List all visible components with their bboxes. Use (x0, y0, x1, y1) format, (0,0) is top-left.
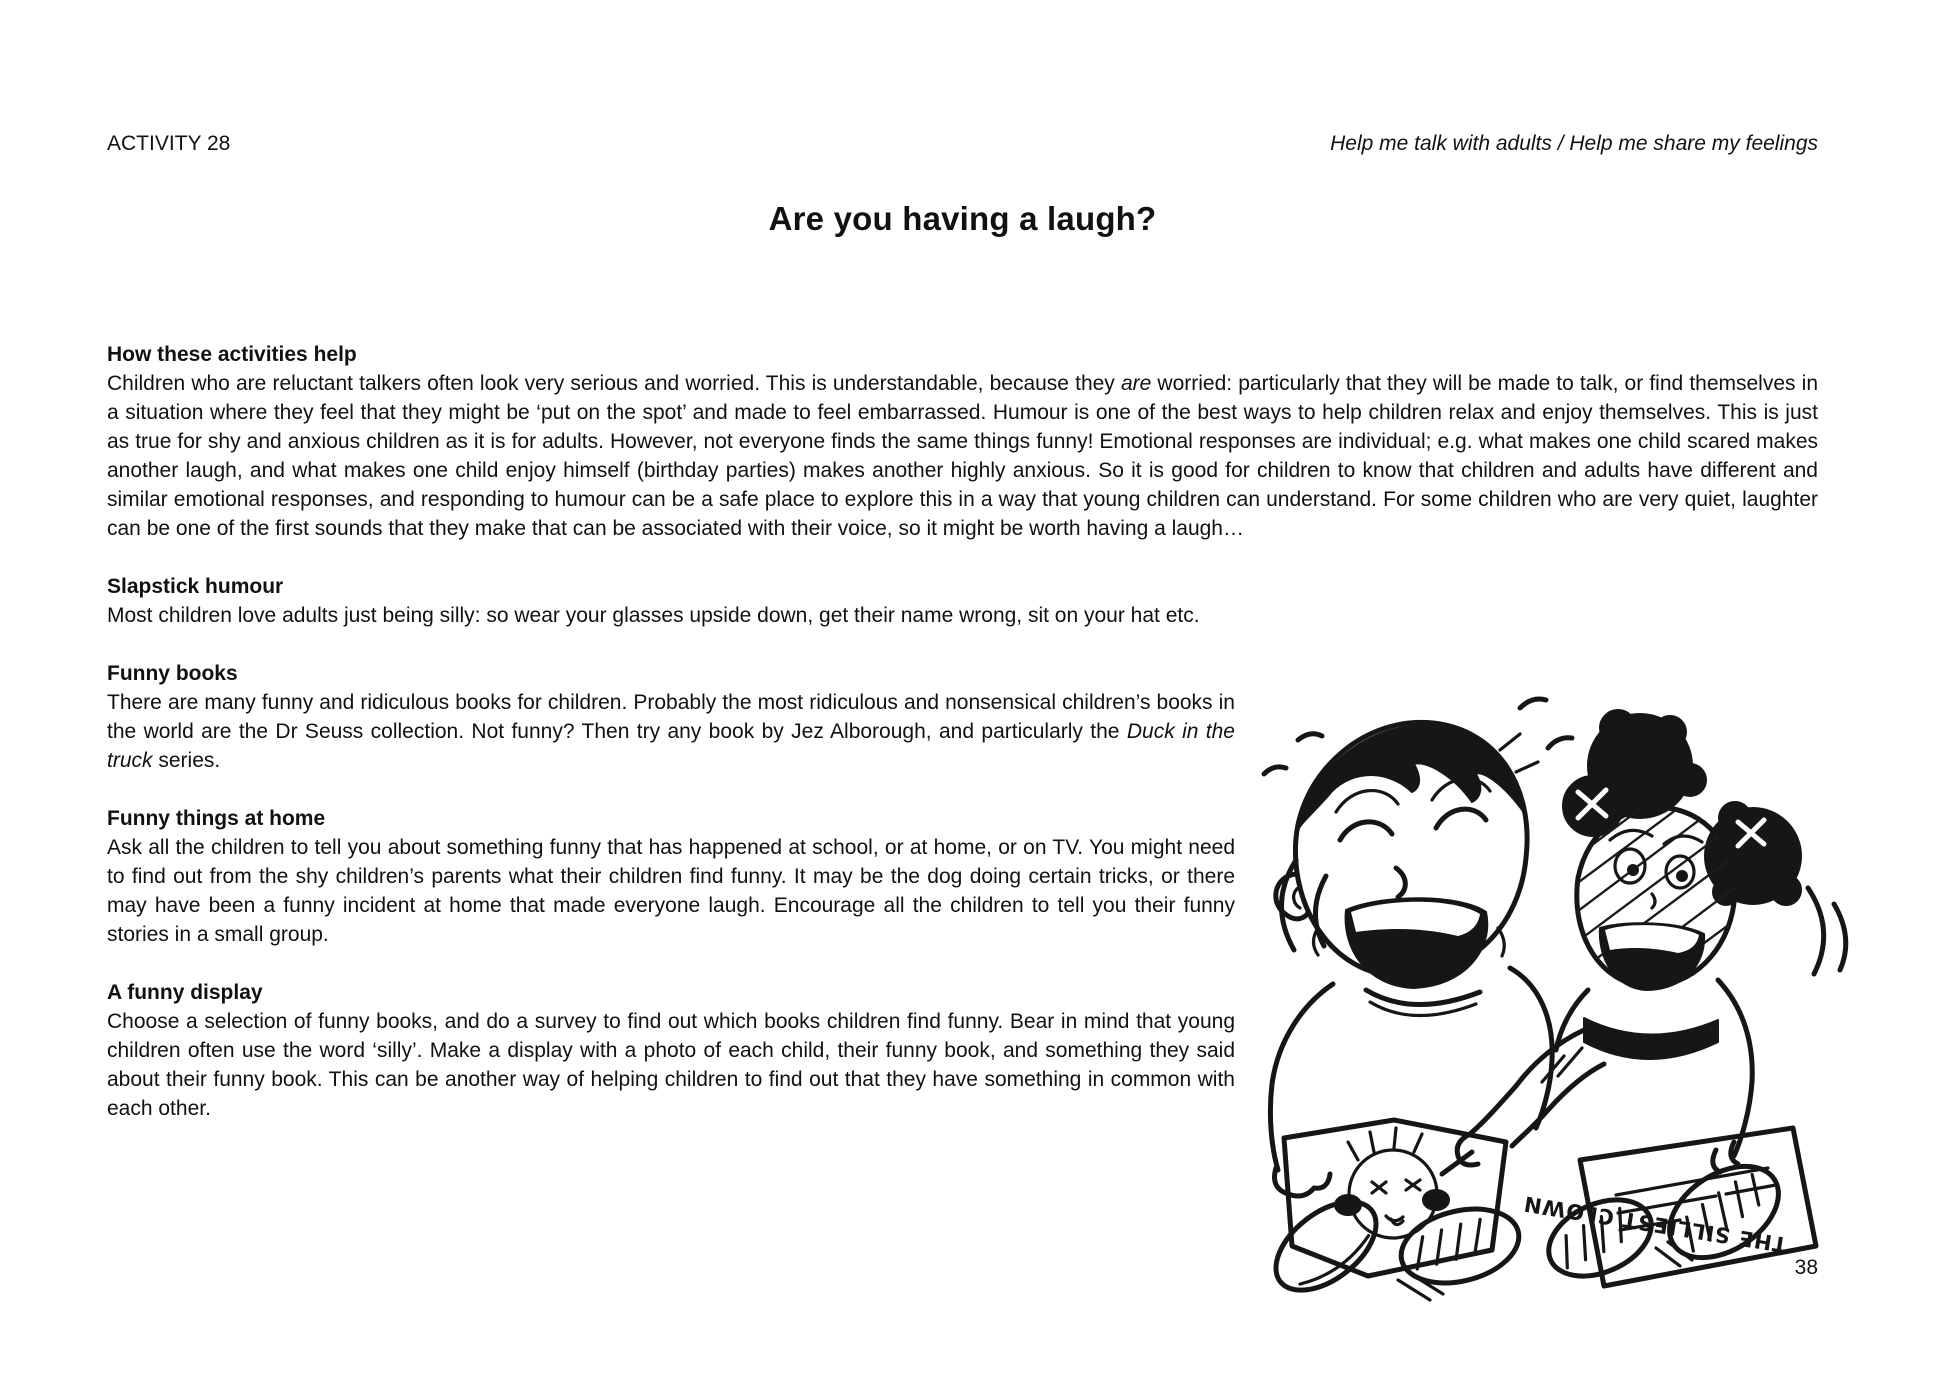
page-header (107, 132, 1818, 156)
section-a-funny-display (107, 978, 1235, 1123)
boy-closed-eye-left (1340, 822, 1392, 840)
boy-closed-eye-right (1436, 809, 1486, 828)
paragraph-text: series. (152, 749, 221, 772)
boy-body (1270, 984, 1333, 1170)
boy-hand (1275, 1168, 1331, 1196)
section-heading: A funny display (107, 981, 263, 1004)
laughing-boy-figure (1260, 722, 1552, 1307)
book-title-text: THE SILLIEST CLOWN (1521, 1191, 1789, 1257)
girl-nose (1652, 894, 1655, 908)
boy-shoes (1260, 1184, 1527, 1307)
paragraph-italic-text: are (1120, 372, 1152, 395)
paragraph-text: There are many funny and ridiculous books for children. Probably the most ridiculous and nonsensical children’s books in the world are the Dr Seuss collection. Not funny? Then try any book by Jez Alborough, and particularly the (107, 691, 1235, 743)
girl-pointing-arm (1442, 1030, 1604, 1174)
girl-body (1718, 980, 1752, 1156)
header-topic-label: Help me talk with adults / Help me share my feelings (1330, 132, 1818, 155)
section-paragraph: Most children love adults just being silly: so wear your glasses upside down, get their name wrong, sit on your hat etc. (107, 604, 1200, 627)
boy-hair (1298, 726, 1525, 830)
girl-collar (1584, 1018, 1718, 1059)
section-heading: Funny books (107, 662, 238, 685)
laughing-children-illustration (1248, 688, 1860, 1316)
paragraph-italic-text: Duck in the truck (107, 720, 1235, 772)
section-how-these-activities-help (107, 340, 1818, 543)
paragraph-text: Children who are reluctant talkers often look very serious and worried. This is understandable, because they (107, 372, 1121, 395)
paragraph-text: worried: particularly that they will be made to talk, or find themselves in a situation where they feel that they might be ‘put on the spot’ and made to feel embarrassed. Humour is one of the best ways to help children relax and enjoy themselves. This is just as true for shy and anxious children as it is for adults. However, not everyone finds the same things funny! Emotional responses are individual; e.g. what makes one child scared makes another laugh, and what makes one child enjoy himself (birthday parties) makes another highly anxious. So it is good for children to know that children and adults have different and similar emotional responses, and responding to humour can be a safe place to explore this in a way that young children can understand. For some children who are very quiet, laughter can be one of the first sounds that they make that can be associated with their voice, so it might be worth having a laugh… (107, 372, 1818, 540)
section-funny-books (107, 659, 1235, 775)
activity-label: ACTIVITY 28 (107, 132, 231, 155)
boy-nose (1396, 868, 1405, 897)
section-paragraph (107, 688, 1235, 775)
page-number: 38 (1794, 1256, 1818, 1279)
page-title: Are you having a laugh? (768, 200, 1157, 238)
section-heading: Funny things at home (107, 807, 326, 830)
section-paragraph: Ask all the children to tell you about something funny that has happened at school, or at home, or on TV. You might need to find out from the shy children’s parents what their children find funny. It may be the dog doing certain tricks, or there may have been a funny incident at home that made everyone laugh. Encourage all the children to tell you their funny stories in a small group. (107, 836, 1235, 946)
section-paragraph: Choose a selection of funny books, and do a survey to find out which books children find funny. Bear in mind that young children often use the word ‘silly’. Make a display with a photo of each child, their funny book, and something they said about their funny book. This can be another way of helping children to find out that they have something in common with each other. (107, 1010, 1235, 1120)
section-heading: Slapstick humour (107, 575, 284, 598)
boy-collar (1366, 990, 1480, 1005)
section-heading: How these activities help (107, 343, 357, 366)
illustration-svg (1248, 688, 1860, 1316)
section-funny-things-at-home (107, 804, 1235, 949)
section-paragraph (107, 369, 1818, 543)
section-slapstick-humour (107, 572, 1818, 630)
